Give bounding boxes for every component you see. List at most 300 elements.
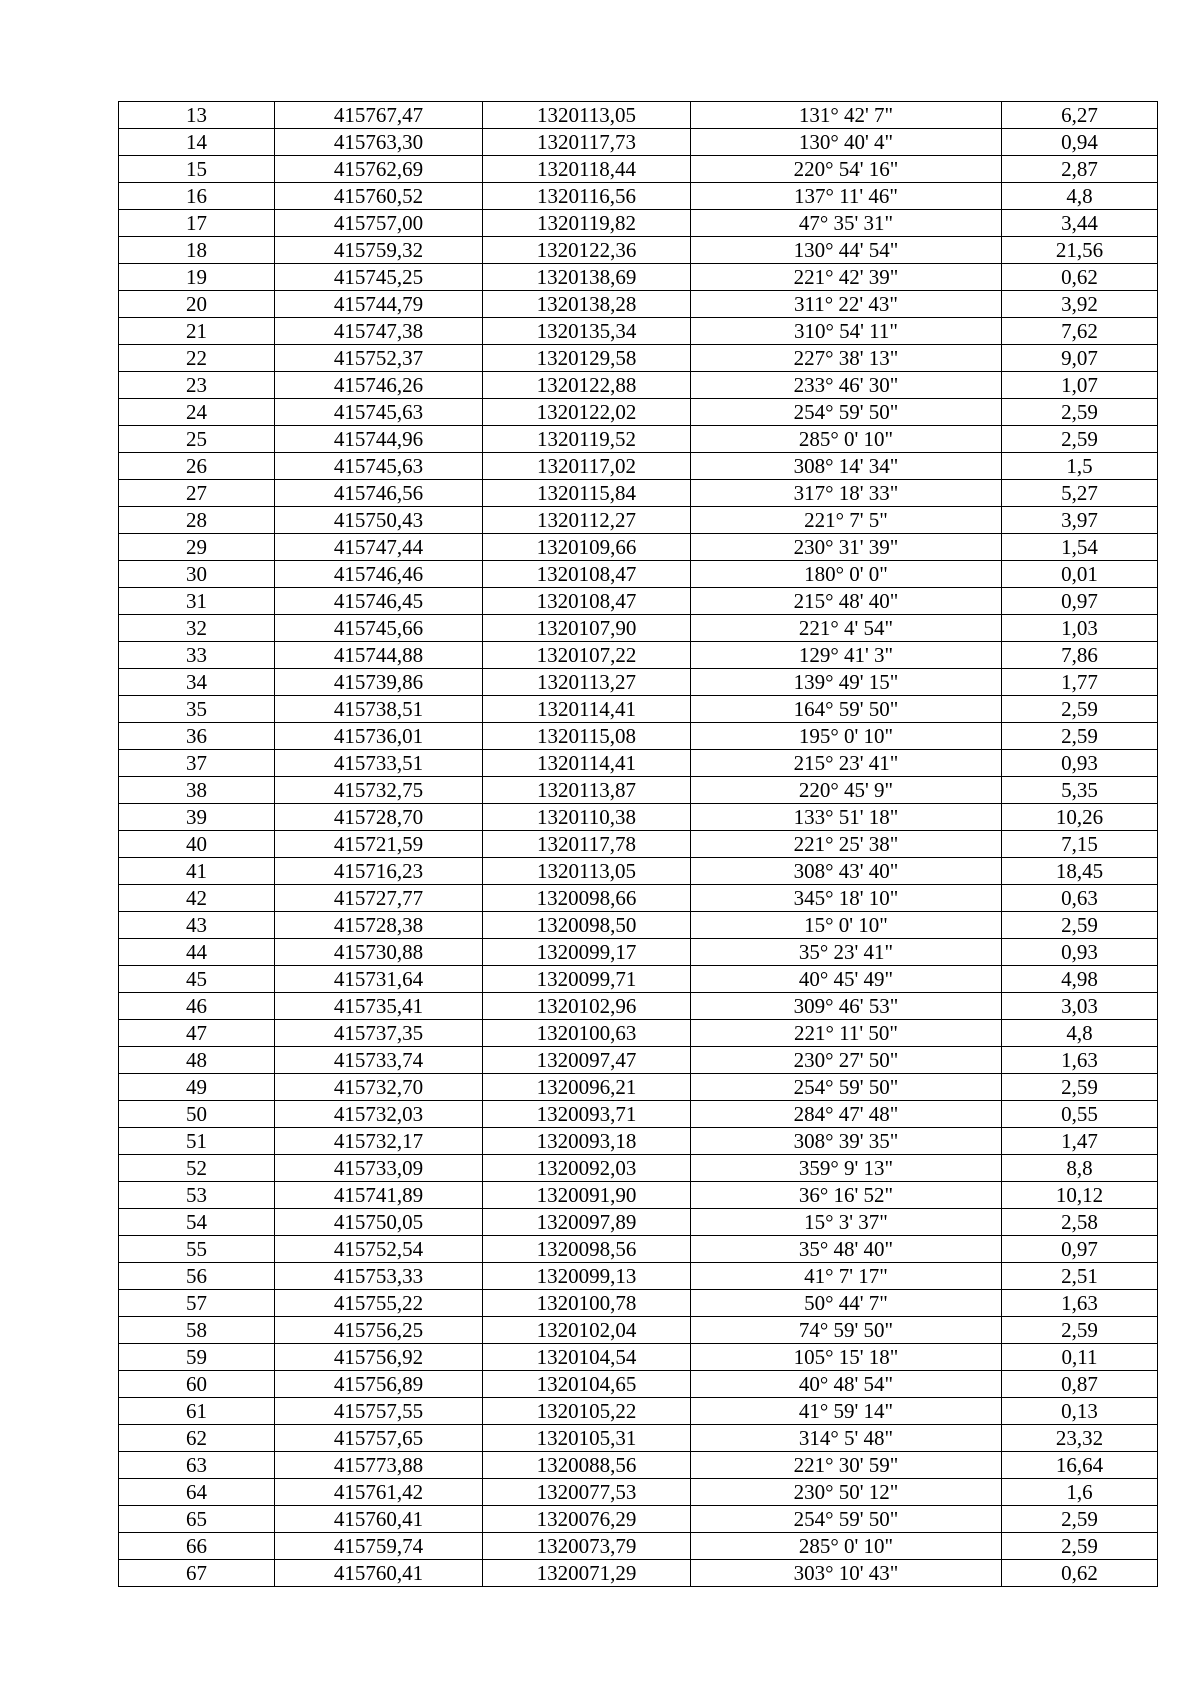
y-coordinate-cell: 1320117,02 [483, 453, 691, 480]
x-coordinate-cell: 415745,63 [275, 399, 483, 426]
table-row [119, 1209, 1158, 1236]
table-row [119, 885, 1158, 912]
x-coordinate-cell: 415746,26 [275, 372, 483, 399]
bearing-cell: 345° 18' 10" [691, 885, 1002, 912]
x-coordinate-cell: 415746,45 [275, 588, 483, 615]
table-row [119, 156, 1158, 183]
distance-cell: 1,5 [1002, 453, 1158, 480]
bearing-cell: 310° 54' 11" [691, 318, 1002, 345]
bearing-cell: 15° 0' 10" [691, 912, 1002, 939]
table-row [119, 1074, 1158, 1101]
table-row [119, 588, 1158, 615]
bearing-cell: 215° 23' 41" [691, 750, 1002, 777]
distance-cell: 0,94 [1002, 129, 1158, 156]
distance-cell: 1,03 [1002, 615, 1158, 642]
distance-cell: 7,86 [1002, 642, 1158, 669]
bearing-cell: 285° 0' 10" [691, 1533, 1002, 1560]
bearing-cell: 41° 59' 14" [691, 1398, 1002, 1425]
table-row [119, 399, 1158, 426]
y-coordinate-cell: 1320102,04 [483, 1317, 691, 1344]
table-row [119, 831, 1158, 858]
point-number-cell: 23 [119, 372, 275, 399]
point-number-cell: 59 [119, 1344, 275, 1371]
bearing-cell: 130° 40' 4" [691, 129, 1002, 156]
bearing-cell: 36° 16' 52" [691, 1182, 1002, 1209]
x-coordinate-cell: 415745,66 [275, 615, 483, 642]
point-number-cell: 36 [119, 723, 275, 750]
y-coordinate-cell: 1320117,78 [483, 831, 691, 858]
y-coordinate-cell: 1320122,02 [483, 399, 691, 426]
x-coordinate-cell: 415759,74 [275, 1533, 483, 1560]
table-row [119, 939, 1158, 966]
bearing-cell: 139° 49' 15" [691, 669, 1002, 696]
y-coordinate-cell: 1320071,29 [483, 1560, 691, 1587]
table-row [119, 1236, 1158, 1263]
distance-cell: 0,01 [1002, 561, 1158, 588]
coordinates-table-body [119, 102, 1158, 1587]
table-row [119, 102, 1158, 129]
x-coordinate-cell: 415745,25 [275, 264, 483, 291]
distance-cell: 2,59 [1002, 1506, 1158, 1533]
x-coordinate-cell: 415756,25 [275, 1317, 483, 1344]
x-coordinate-cell: 415760,41 [275, 1560, 483, 1587]
bearing-cell: 254° 59' 50" [691, 399, 1002, 426]
distance-cell: 0,93 [1002, 750, 1158, 777]
x-coordinate-cell: 415761,42 [275, 1479, 483, 1506]
distance-cell: 2,59 [1002, 696, 1158, 723]
point-number-cell: 26 [119, 453, 275, 480]
point-number-cell: 15 [119, 156, 275, 183]
point-number-cell: 21 [119, 318, 275, 345]
point-number-cell: 27 [119, 480, 275, 507]
point-number-cell: 52 [119, 1155, 275, 1182]
table-row [119, 1452, 1158, 1479]
point-number-cell: 38 [119, 777, 275, 804]
table-row [119, 1290, 1158, 1317]
y-coordinate-cell: 1320114,41 [483, 696, 691, 723]
x-coordinate-cell: 415733,09 [275, 1155, 483, 1182]
point-number-cell: 17 [119, 210, 275, 237]
bearing-cell: 15° 3' 37" [691, 1209, 1002, 1236]
y-coordinate-cell: 1320115,84 [483, 480, 691, 507]
x-coordinate-cell: 415747,44 [275, 534, 483, 561]
x-coordinate-cell: 415732,03 [275, 1101, 483, 1128]
point-number-cell: 57 [119, 1290, 275, 1317]
x-coordinate-cell: 415747,38 [275, 318, 483, 345]
point-number-cell: 51 [119, 1128, 275, 1155]
distance-cell: 0,97 [1002, 588, 1158, 615]
distance-cell: 1,63 [1002, 1290, 1158, 1317]
x-coordinate-cell: 415759,32 [275, 237, 483, 264]
x-coordinate-cell: 415732,17 [275, 1128, 483, 1155]
point-number-cell: 33 [119, 642, 275, 669]
bearing-cell: 164° 59' 50" [691, 696, 1002, 723]
point-number-cell: 46 [119, 993, 275, 1020]
distance-cell: 5,27 [1002, 480, 1158, 507]
distance-cell: 1,54 [1002, 534, 1158, 561]
distance-cell: 0,87 [1002, 1371, 1158, 1398]
x-coordinate-cell: 415716,23 [275, 858, 483, 885]
bearing-cell: 221° 7' 5" [691, 507, 1002, 534]
distance-cell: 21,56 [1002, 237, 1158, 264]
point-number-cell: 58 [119, 1317, 275, 1344]
y-coordinate-cell: 1320091,90 [483, 1182, 691, 1209]
bearing-cell: 284° 47' 48" [691, 1101, 1002, 1128]
y-coordinate-cell: 1320113,27 [483, 669, 691, 696]
y-coordinate-cell: 1320093,71 [483, 1101, 691, 1128]
point-number-cell: 56 [119, 1263, 275, 1290]
x-coordinate-cell: 415763,30 [275, 129, 483, 156]
point-number-cell: 66 [119, 1533, 275, 1560]
x-coordinate-cell: 415756,92 [275, 1344, 483, 1371]
distance-cell: 1,77 [1002, 669, 1158, 696]
distance-cell: 23,32 [1002, 1425, 1158, 1452]
bearing-cell: 311° 22' 43" [691, 291, 1002, 318]
point-number-cell: 63 [119, 1452, 275, 1479]
y-coordinate-cell: 1320107,22 [483, 642, 691, 669]
x-coordinate-cell: 415744,96 [275, 426, 483, 453]
bearing-cell: 221° 30' 59" [691, 1452, 1002, 1479]
x-coordinate-cell: 415760,52 [275, 183, 483, 210]
bearing-cell: 215° 48' 40" [691, 588, 1002, 615]
y-coordinate-cell: 1320100,63 [483, 1020, 691, 1047]
bearing-cell: 220° 45' 9" [691, 777, 1002, 804]
y-coordinate-cell: 1320108,47 [483, 588, 691, 615]
distance-cell: 2,59 [1002, 426, 1158, 453]
y-coordinate-cell: 1320077,53 [483, 1479, 691, 1506]
point-number-cell: 24 [119, 399, 275, 426]
point-number-cell: 40 [119, 831, 275, 858]
distance-cell: 2,58 [1002, 1209, 1158, 1236]
x-coordinate-cell: 415741,89 [275, 1182, 483, 1209]
distance-cell: 4,8 [1002, 1020, 1158, 1047]
point-number-cell: 54 [119, 1209, 275, 1236]
point-number-cell: 16 [119, 183, 275, 210]
table-row [119, 210, 1158, 237]
distance-cell: 9,07 [1002, 345, 1158, 372]
table-row [119, 1263, 1158, 1290]
y-coordinate-cell: 1320105,22 [483, 1398, 691, 1425]
bearing-cell: 180° 0' 0" [691, 561, 1002, 588]
point-number-cell: 65 [119, 1506, 275, 1533]
x-coordinate-cell: 415728,38 [275, 912, 483, 939]
table-row [119, 237, 1158, 264]
bearing-cell: 221° 4' 54" [691, 615, 1002, 642]
x-coordinate-cell: 415736,01 [275, 723, 483, 750]
point-number-cell: 22 [119, 345, 275, 372]
x-coordinate-cell: 415756,89 [275, 1371, 483, 1398]
distance-cell: 10,26 [1002, 804, 1158, 831]
distance-cell: 2,87 [1002, 156, 1158, 183]
distance-cell: 7,15 [1002, 831, 1158, 858]
distance-cell: 2,59 [1002, 1533, 1158, 1560]
bearing-cell: 221° 25' 38" [691, 831, 1002, 858]
x-coordinate-cell: 415744,88 [275, 642, 483, 669]
table-row [119, 804, 1158, 831]
x-coordinate-cell: 415737,35 [275, 1020, 483, 1047]
x-coordinate-cell: 415757,55 [275, 1398, 483, 1425]
bearing-cell: 233° 46' 30" [691, 372, 1002, 399]
bearing-cell: 314° 5' 48" [691, 1425, 1002, 1452]
distance-cell: 0,97 [1002, 1236, 1158, 1263]
bearing-cell: 230° 27' 50" [691, 1047, 1002, 1074]
x-coordinate-cell: 415735,41 [275, 993, 483, 1020]
point-number-cell: 35 [119, 696, 275, 723]
distance-cell: 2,59 [1002, 723, 1158, 750]
point-number-cell: 14 [119, 129, 275, 156]
table-row [119, 966, 1158, 993]
table-row [119, 1020, 1158, 1047]
point-number-cell: 18 [119, 237, 275, 264]
y-coordinate-cell: 1320113,87 [483, 777, 691, 804]
y-coordinate-cell: 1320116,56 [483, 183, 691, 210]
bearing-cell: 137° 11' 46" [691, 183, 1002, 210]
y-coordinate-cell: 1320112,27 [483, 507, 691, 534]
y-coordinate-cell: 1320115,08 [483, 723, 691, 750]
x-coordinate-cell: 415755,22 [275, 1290, 483, 1317]
bearing-cell: 133° 51' 18" [691, 804, 1002, 831]
table-row [119, 615, 1158, 642]
bearing-cell: 41° 7' 17" [691, 1263, 1002, 1290]
x-coordinate-cell: 415746,46 [275, 561, 483, 588]
bearing-cell: 309° 46' 53" [691, 993, 1002, 1020]
y-coordinate-cell: 1320093,18 [483, 1128, 691, 1155]
point-number-cell: 19 [119, 264, 275, 291]
table-row [119, 1506, 1158, 1533]
point-number-cell: 67 [119, 1560, 275, 1587]
point-number-cell: 28 [119, 507, 275, 534]
point-number-cell: 37 [119, 750, 275, 777]
table-row [119, 1479, 1158, 1506]
y-coordinate-cell: 1320098,56 [483, 1236, 691, 1263]
distance-cell: 6,27 [1002, 102, 1158, 129]
y-coordinate-cell: 1320113,05 [483, 102, 691, 129]
table-row [119, 264, 1158, 291]
x-coordinate-cell: 415727,77 [275, 885, 483, 912]
distance-cell: 0,62 [1002, 1560, 1158, 1587]
y-coordinate-cell: 1320119,82 [483, 210, 691, 237]
point-number-cell: 45 [119, 966, 275, 993]
bearing-cell: 317° 18' 33" [691, 480, 1002, 507]
y-coordinate-cell: 1320108,47 [483, 561, 691, 588]
x-coordinate-cell: 415752,54 [275, 1236, 483, 1263]
distance-cell: 2,51 [1002, 1263, 1158, 1290]
point-number-cell: 61 [119, 1398, 275, 1425]
x-coordinate-cell: 415773,88 [275, 1452, 483, 1479]
x-coordinate-cell: 415750,43 [275, 507, 483, 534]
table-row [119, 426, 1158, 453]
point-number-cell: 13 [119, 102, 275, 129]
y-coordinate-cell: 1320076,29 [483, 1506, 691, 1533]
point-number-cell: 29 [119, 534, 275, 561]
table-row [119, 480, 1158, 507]
table-row [119, 912, 1158, 939]
distance-cell: 7,62 [1002, 318, 1158, 345]
table-row [119, 1128, 1158, 1155]
point-number-cell: 53 [119, 1182, 275, 1209]
table-row [119, 750, 1158, 777]
y-coordinate-cell: 1320098,50 [483, 912, 691, 939]
x-coordinate-cell: 415738,51 [275, 696, 483, 723]
bearing-cell: 131° 42' 7" [691, 102, 1002, 129]
table-row [119, 561, 1158, 588]
distance-cell: 0,11 [1002, 1344, 1158, 1371]
table-row [119, 129, 1158, 156]
table-row [119, 669, 1158, 696]
x-coordinate-cell: 415757,00 [275, 210, 483, 237]
point-number-cell: 25 [119, 426, 275, 453]
y-coordinate-cell: 1320099,13 [483, 1263, 691, 1290]
y-coordinate-cell: 1320099,71 [483, 966, 691, 993]
table-row [119, 372, 1158, 399]
y-coordinate-cell: 1320104,54 [483, 1344, 691, 1371]
y-coordinate-cell: 1320107,90 [483, 615, 691, 642]
table-row [119, 183, 1158, 210]
y-coordinate-cell: 1320097,47 [483, 1047, 691, 1074]
distance-cell: 2,59 [1002, 912, 1158, 939]
distance-cell: 2,59 [1002, 1074, 1158, 1101]
coordinates-table [118, 101, 1158, 1587]
x-coordinate-cell: 415739,86 [275, 669, 483, 696]
distance-cell: 1,07 [1002, 372, 1158, 399]
table-row [119, 1317, 1158, 1344]
distance-cell: 1,6 [1002, 1479, 1158, 1506]
bearing-cell: 74° 59' 50" [691, 1317, 1002, 1344]
y-coordinate-cell: 1320129,58 [483, 345, 691, 372]
distance-cell: 1,63 [1002, 1047, 1158, 1074]
distance-cell: 0,62 [1002, 264, 1158, 291]
bearing-cell: 308° 39' 35" [691, 1128, 1002, 1155]
point-number-cell: 64 [119, 1479, 275, 1506]
point-number-cell: 20 [119, 291, 275, 318]
distance-cell: 3,97 [1002, 507, 1158, 534]
table-row [119, 318, 1158, 345]
bearing-cell: 227° 38' 13" [691, 345, 1002, 372]
y-coordinate-cell: 1320073,79 [483, 1533, 691, 1560]
distance-cell: 4,98 [1002, 966, 1158, 993]
table-row [119, 1425, 1158, 1452]
distance-cell: 3,03 [1002, 993, 1158, 1020]
y-coordinate-cell: 1320113,05 [483, 858, 691, 885]
bearing-cell: 35° 48' 40" [691, 1236, 1002, 1263]
distance-cell: 10,12 [1002, 1182, 1158, 1209]
distance-cell: 0,13 [1002, 1398, 1158, 1425]
point-number-cell: 55 [119, 1236, 275, 1263]
distance-cell: 3,92 [1002, 291, 1158, 318]
y-coordinate-cell: 1320135,34 [483, 318, 691, 345]
y-coordinate-cell: 1320100,78 [483, 1290, 691, 1317]
point-number-cell: 31 [119, 588, 275, 615]
x-coordinate-cell: 415762,69 [275, 156, 483, 183]
table-row [119, 1155, 1158, 1182]
x-coordinate-cell: 415733,74 [275, 1047, 483, 1074]
bearing-cell: 220° 54' 16" [691, 156, 1002, 183]
y-coordinate-cell: 1320096,21 [483, 1074, 691, 1101]
distance-cell: 0,55 [1002, 1101, 1158, 1128]
y-coordinate-cell: 1320097,89 [483, 1209, 691, 1236]
y-coordinate-cell: 1320119,52 [483, 426, 691, 453]
bearing-cell: 303° 10' 43" [691, 1560, 1002, 1587]
distance-cell: 4,8 [1002, 183, 1158, 210]
bearing-cell: 50° 44' 7" [691, 1290, 1002, 1317]
bearing-cell: 195° 0' 10" [691, 723, 1002, 750]
bearing-cell: 47° 35' 31" [691, 210, 1002, 237]
x-coordinate-cell: 415731,64 [275, 966, 483, 993]
table-row [119, 993, 1158, 1020]
y-coordinate-cell: 1320138,28 [483, 291, 691, 318]
table-row [119, 291, 1158, 318]
table-row [119, 1047, 1158, 1074]
y-coordinate-cell: 1320098,66 [483, 885, 691, 912]
distance-cell: 2,59 [1002, 1317, 1158, 1344]
bearing-cell: 308° 43' 40" [691, 858, 1002, 885]
bearing-cell: 40° 45' 49" [691, 966, 1002, 993]
y-coordinate-cell: 1320138,69 [483, 264, 691, 291]
x-coordinate-cell: 415733,51 [275, 750, 483, 777]
bearing-cell: 40° 48' 54" [691, 1371, 1002, 1398]
x-coordinate-cell: 415760,41 [275, 1506, 483, 1533]
table-row [119, 696, 1158, 723]
bearing-cell: 230° 50' 12" [691, 1479, 1002, 1506]
bearing-cell: 35° 23' 41" [691, 939, 1002, 966]
point-number-cell: 44 [119, 939, 275, 966]
x-coordinate-cell: 415744,79 [275, 291, 483, 318]
y-coordinate-cell: 1320114,41 [483, 750, 691, 777]
y-coordinate-cell: 1320092,03 [483, 1155, 691, 1182]
x-coordinate-cell: 415745,63 [275, 453, 483, 480]
x-coordinate-cell: 415732,75 [275, 777, 483, 804]
table-row [119, 1371, 1158, 1398]
point-number-cell: 43 [119, 912, 275, 939]
point-number-cell: 62 [119, 1425, 275, 1452]
y-coordinate-cell: 1320102,96 [483, 993, 691, 1020]
table-row [119, 453, 1158, 480]
bearing-cell: 254° 59' 50" [691, 1074, 1002, 1101]
x-coordinate-cell: 415753,33 [275, 1263, 483, 1290]
x-coordinate-cell: 415746,56 [275, 480, 483, 507]
point-number-cell: 32 [119, 615, 275, 642]
point-number-cell: 30 [119, 561, 275, 588]
table-row [119, 858, 1158, 885]
table-row [119, 1533, 1158, 1560]
point-number-cell: 48 [119, 1047, 275, 1074]
y-coordinate-cell: 1320088,56 [483, 1452, 691, 1479]
distance-cell: 0,63 [1002, 885, 1158, 912]
y-coordinate-cell: 1320105,31 [483, 1425, 691, 1452]
table-row [119, 777, 1158, 804]
y-coordinate-cell: 1320118,44 [483, 156, 691, 183]
distance-cell: 0,93 [1002, 939, 1158, 966]
bearing-cell: 359° 9' 13" [691, 1155, 1002, 1182]
table-row [119, 642, 1158, 669]
distance-cell: 5,35 [1002, 777, 1158, 804]
y-coordinate-cell: 1320109,66 [483, 534, 691, 561]
distance-cell: 18,45 [1002, 858, 1158, 885]
table-row [119, 1398, 1158, 1425]
distance-cell: 16,64 [1002, 1452, 1158, 1479]
point-number-cell: 42 [119, 885, 275, 912]
x-coordinate-cell: 415750,05 [275, 1209, 483, 1236]
bearing-cell: 221° 42' 39" [691, 264, 1002, 291]
bearing-cell: 308° 14' 34" [691, 453, 1002, 480]
table-row [119, 1344, 1158, 1371]
bearing-cell: 129° 41' 3" [691, 642, 1002, 669]
point-number-cell: 50 [119, 1101, 275, 1128]
x-coordinate-cell: 415757,65 [275, 1425, 483, 1452]
point-number-cell: 39 [119, 804, 275, 831]
table-row [119, 1560, 1158, 1587]
distance-cell: 2,59 [1002, 399, 1158, 426]
